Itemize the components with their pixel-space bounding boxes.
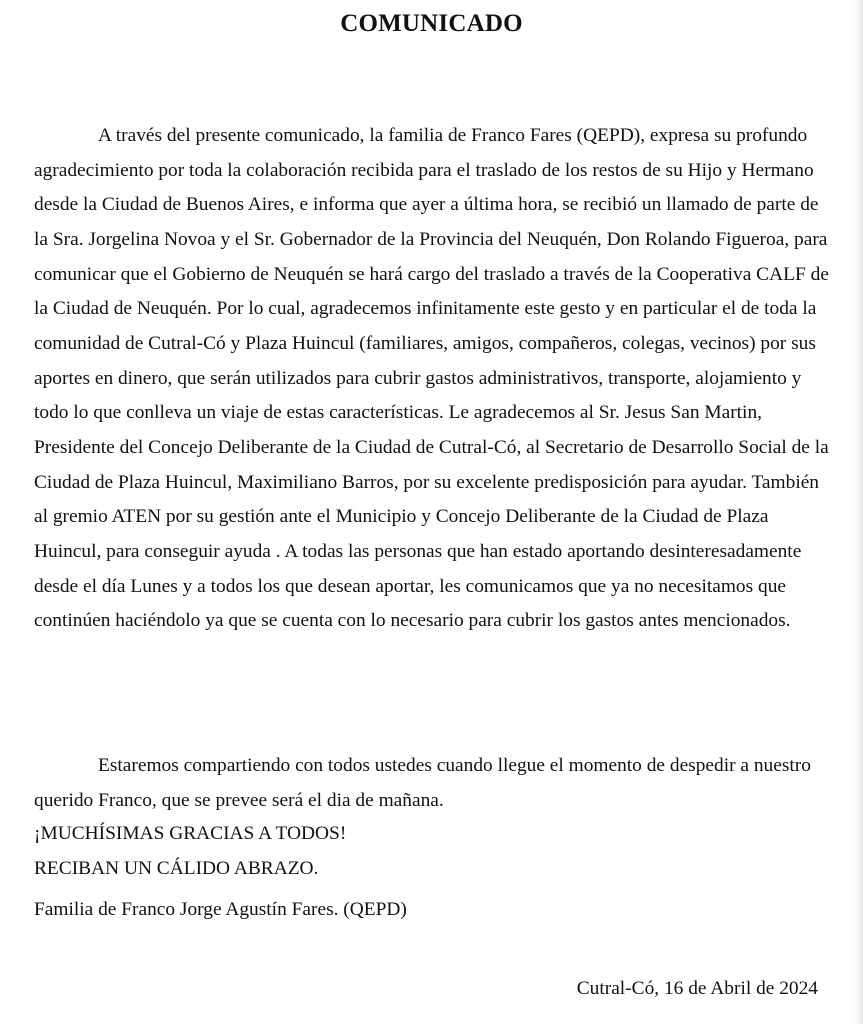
paragraph-2-text: Estaremos compartiendo con todos ustedes cuando llegue el momento de despedir a nuestro querido Franco, que se prevee será el dia de mañana. [34,755,811,811]
signature-line: Familia de Franco Jorge Agustín Fares. (QEPD) [34,899,407,920]
thanks-line: ¡MUCHÍSIMAS GRACIAS A TODOS! [34,823,347,844]
paragraph-1-text: A través del presente comunicado, la familia de Franco Fares (QEPD), expresa su profundo agradecimiento por toda la colaboración recibida para el traslado de los restos de su Hijo y Hermano desde la Ciudad de Buenos Aires, e informa que ayer a última hora, se recibió un llamado de parte de la Sra. Jorgelina Novoa y el Sr. Gobernador de la Provincia del Neuquén, Don Rolando Figueroa, para comunicar que el Gobierno de Neuquén se hará cargo del traslado a través de la Cooperativa CALF de la Ciudad de Neuquén. Por lo cual, agradecemos infinitamente este gesto y en particular el de toda la comunidad de Cutral-Có y Plaza Huincul (familiares, amigos, compañeros, colegas, vecinos) por sus aportes en dinero, que serán utilizados para cubrir gastos administrativos, transporte, alojamiento y todo lo que conlleva un viaje de estas características. Le agradecemos al Sr. Jesus San Martin, Presidente del Concejo Deliberante de la Ciudad de Cutral-Có, al Secretario de Desarrollo Social de la Ciudad de Plaza Huincul, Maximiliano Barros, por su excelente predisposición para ayudar. También al gremio ATEN por su gestión ante el Municipio y Concejo Deliberante de la Ciudad de Plaza Huincul, para conseguir ayuda . A todas las personas que han estado aportando desinteresadamente desde el día Lunes y a todos los que desean aportar, les comunicamos que ya no necesitamos que continúen haciéndolo ya que se cuenta con lo necesario para cubrir los gastos antes mencionados. [34,125,829,632]
document-title: COMUNICADO [340,10,523,37]
embrace-line: RECIBAN UN CÁLIDO ABRAZO. [34,858,319,879]
place-date: Cutral-Có, 16 de Abril de 2024 [576,978,818,999]
page-edge-shadow [854,0,863,1024]
body-paragraph-2 [34,749,832,818]
body-paragraph-1 [34,119,832,639]
